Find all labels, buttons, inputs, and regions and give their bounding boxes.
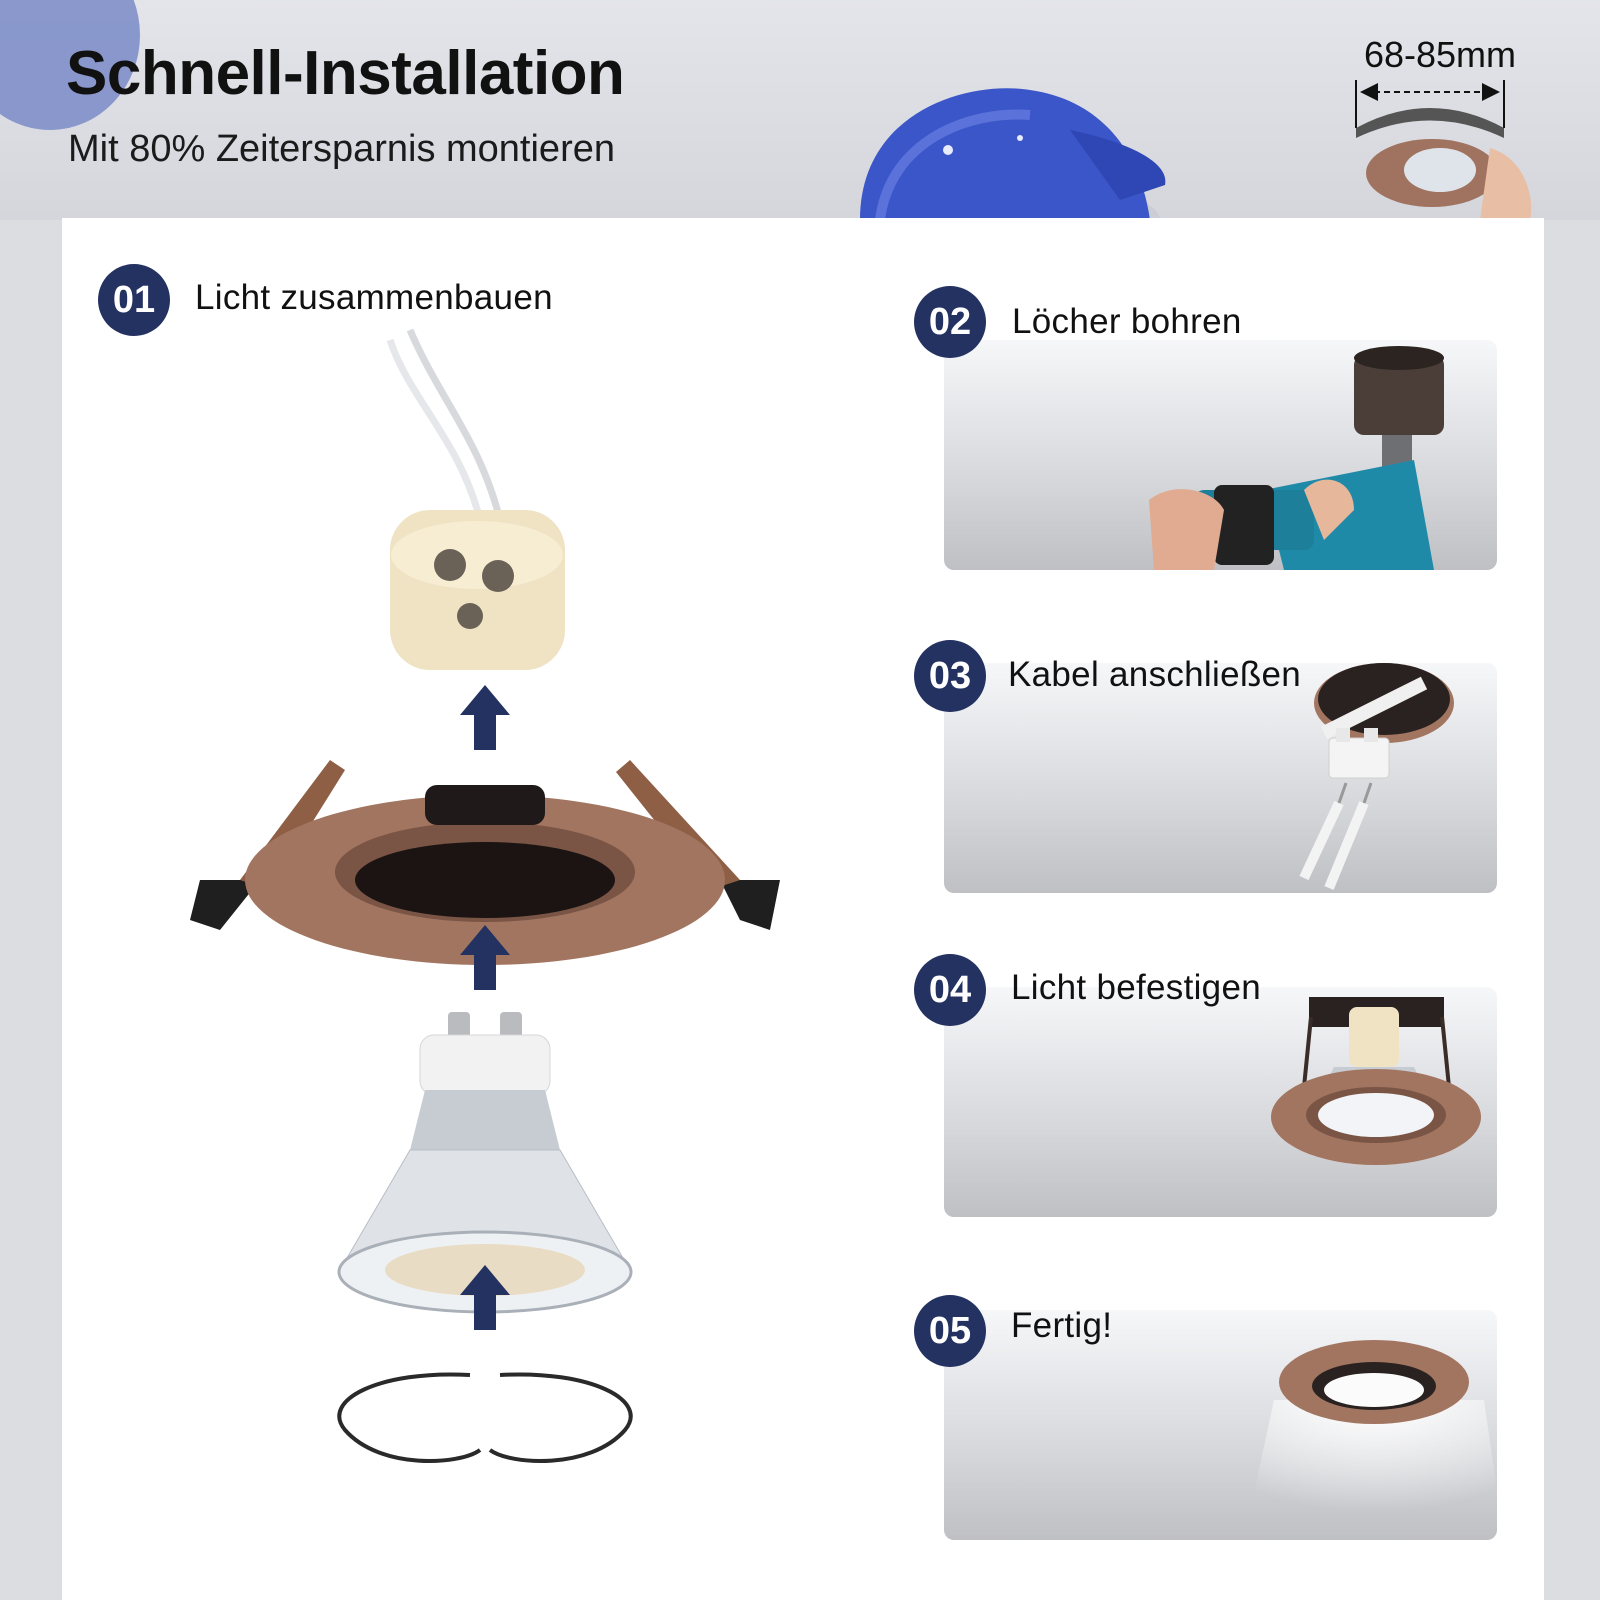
gu10-socket: [390, 510, 565, 670]
hero-banner: [0, 0, 1600, 220]
step-04-card: [944, 987, 1497, 1217]
assembly-illustration: [180, 320, 800, 1520]
step-01-label: Licht zusammenbauen: [195, 278, 553, 317]
step-05-label: Fertig!: [1011, 1306, 1113, 1345]
step-05-badge: 05: [914, 1295, 986, 1367]
step-03-badge: 03: [914, 640, 986, 712]
connector-icon: [944, 663, 1497, 893]
page-title: Schnell-Installation: [66, 39, 625, 108]
page-subtitle: Mit 80% Zeitersparnis montieren: [68, 128, 615, 170]
step-04-label: Licht befestigen: [1011, 968, 1261, 1007]
drill-icon: [944, 340, 1497, 570]
cutout-dimension: [1340, 28, 1540, 220]
hardhat-icon: [820, 70, 1200, 220]
step-02-badge: 02: [914, 286, 986, 358]
step-03-label: Kabel anschließen: [1008, 655, 1302, 694]
arrow-up-icon: [460, 685, 510, 750]
step-02-card: [944, 340, 1497, 570]
retaining-clip: [339, 1374, 630, 1461]
step-01-badge: 01: [98, 264, 170, 336]
step-03-card: [944, 663, 1497, 893]
cutout-dimension-label: 68-85mm: [1363, 34, 1517, 75]
spotlight-icon: [944, 987, 1497, 1217]
step-02-label: Löcher bohren: [1012, 302, 1242, 341]
step-04-badge: 04: [914, 954, 986, 1026]
